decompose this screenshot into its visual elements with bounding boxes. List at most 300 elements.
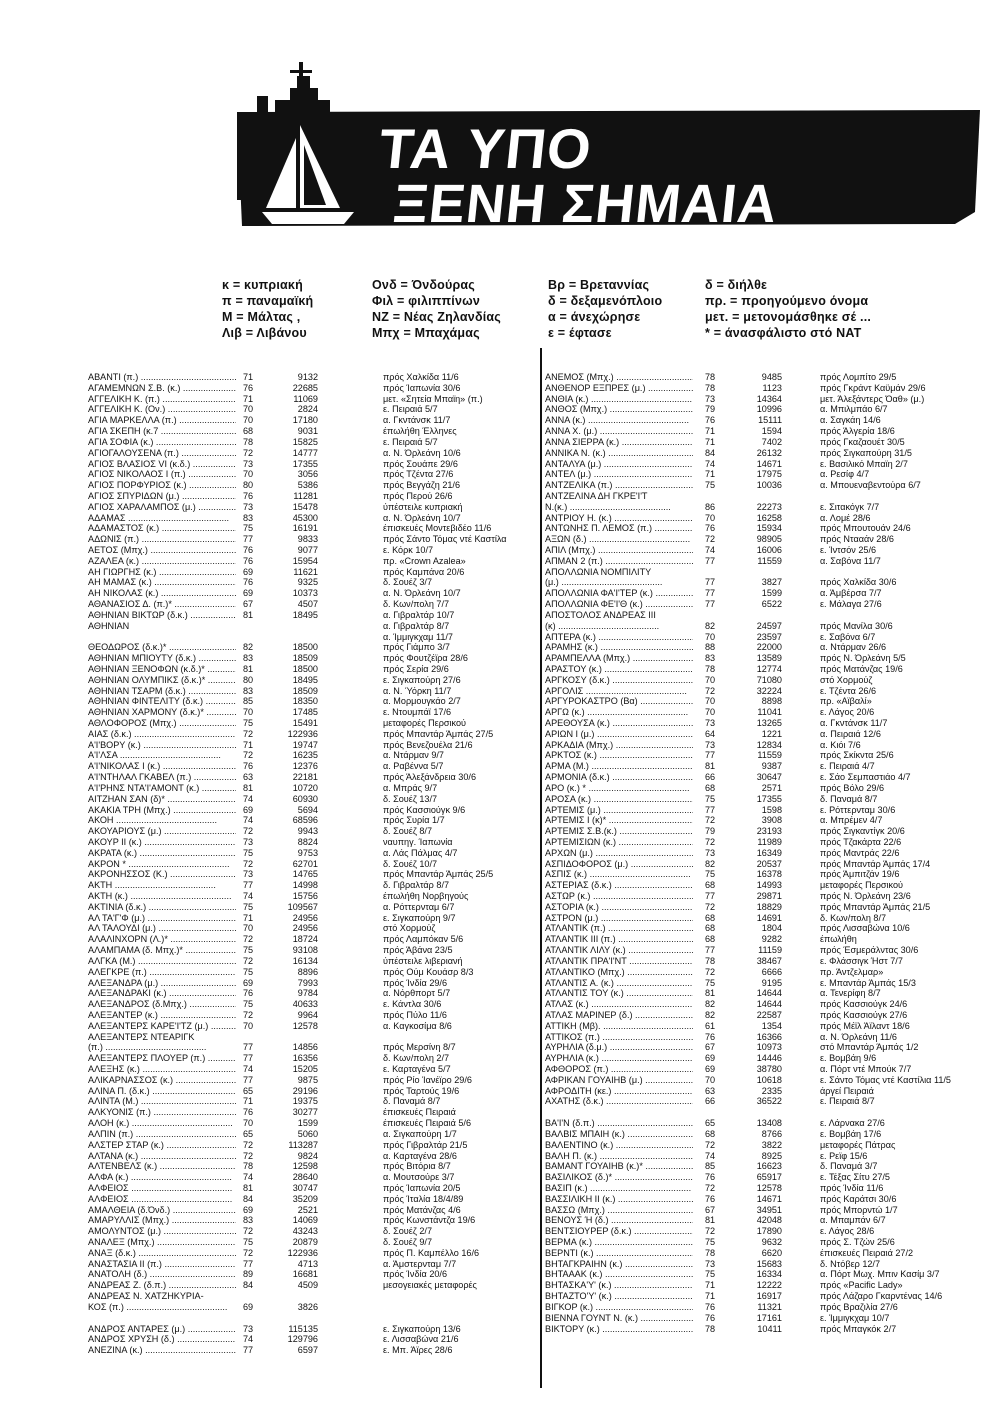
ship-name: ΑΡΧΩΝ (μ.) ..... (545, 848, 693, 859)
ship-status: α. Γιβραλτάρ 10/7 (383, 609, 455, 620)
ship-status: α. Ν. Όρλεάνη 10/6 (383, 447, 461, 458)
legend-item: δ = δεξαμενόπλοιο (548, 294, 663, 308)
gross-tonnage: 12774 (756, 663, 782, 674)
ship-name: ΑΣΠΙΔΟΦΟΡΟΣ (μ.) ..... (545, 859, 693, 870)
build-year: 72 (243, 1226, 254, 1237)
ship-row (545, 913, 1000, 924)
build-year: 76 (705, 1193, 716, 1204)
ship-status: α. Τενερίφη 8/7 (820, 988, 881, 999)
ship-name: ΑΓΙΟΣ ΧΑΡΑΛΑΜΠΟΣ (μ.) ..... (88, 502, 236, 513)
ship-row (88, 686, 543, 697)
ship-row (545, 1313, 1000, 1324)
ship-row (88, 1096, 543, 1107)
ship-list-left (88, 372, 543, 1356)
ship-row (88, 404, 543, 415)
ship-row (88, 805, 543, 816)
ship-row (545, 837, 1000, 848)
ship-row (545, 1291, 1000, 1302)
gross-tonnage: 45300 (292, 512, 318, 523)
ship-name: ΑΣΤΡΟΝ (μ.) ..... (545, 913, 693, 924)
gross-tonnage: 38780 (756, 1064, 782, 1074)
gross-tonnage: 11559 (757, 750, 782, 761)
gross-tonnage: 42048 (756, 1215, 782, 1226)
ship-status: ε. Σιγκαπούρη 27/6 (383, 674, 461, 685)
ship-row (88, 415, 543, 426)
ship-row (88, 750, 543, 761)
ship-status: πρός Γιάμπο 3/7 (383, 642, 450, 653)
ship-name: ΑΕΤΟΣ (Μπχ.) ..... (88, 545, 236, 556)
ship-name: ΑΤΤΙΚΗ (Μβ). ..... (545, 1021, 693, 1032)
build-year: 68 (705, 923, 716, 934)
ship-row (88, 729, 543, 740)
ship-status: ε. Λάρνακα 27/6 (820, 1118, 885, 1129)
ship-row (545, 815, 1000, 826)
ship-status: πρός Ν. Όρλεάνη 5/5 (820, 653, 906, 664)
ship-name: ΑΝΑΛΕΞ (Μπχ.) ..... (88, 1237, 236, 1248)
ship-name: ΒΑΣΙΛΙΚΟΣ (δ.)* ..... (545, 1172, 693, 1183)
build-year: 84 (243, 1280, 254, 1291)
gross-tonnage: 17161 (756, 1312, 782, 1323)
gross-tonnage: 15205 (292, 1064, 318, 1074)
build-year: 76 (705, 1312, 716, 1323)
gross-tonnage: 16006 (756, 545, 782, 555)
ship-status: μετ. Άλεξάντερς Όαθ» (μ.) (820, 393, 925, 404)
ship-row (88, 934, 543, 945)
build-year: 74 (243, 815, 254, 826)
ship-name: ΑΛΕΞΑΝΤΕΡΣ ΠΛΟΥΕΡ (π.) ..... (88, 1053, 236, 1064)
build-year: 82 (705, 1009, 716, 1020)
build-year: 68 (243, 426, 254, 437)
ship-row (545, 696, 1000, 707)
ship-name: ΑΡΙΩΝ Ι (μ.) ..... (545, 729, 693, 740)
build-year: 70 (243, 1118, 254, 1129)
ship-name: ΒΗΤΑΓΚΡΑΙΗΝ (κ.) ..... (545, 1259, 693, 1270)
ship-status: ε. Ίντσόν 25/6 (820, 545, 877, 555)
ship-status: πρός Ίαπωνία 30/6 (383, 382, 461, 393)
ship-row (88, 599, 543, 610)
ship-status: α. Ν. Όρλεάνη 10/7 (383, 588, 461, 599)
gross-tonnage: 17890 (756, 1226, 782, 1237)
ship-row (88, 1021, 543, 1032)
build-year: 75 (243, 945, 254, 956)
ship-row (545, 956, 1000, 967)
ship-row (545, 675, 1000, 686)
gross-tonnage: 29196 (292, 1085, 318, 1096)
build-year: 77 (705, 945, 716, 956)
ship-row (88, 1151, 543, 1162)
ship-status: άργεί Πειραιά (820, 1085, 874, 1096)
ship-row (545, 1324, 1000, 1335)
gross-tonnage: 15111 (758, 415, 782, 426)
ship-row (88, 988, 543, 999)
gross-tonnage: 22587 (756, 1009, 782, 1020)
build-year: 76 (705, 523, 716, 534)
gross-tonnage: 10411 (757, 1323, 782, 1334)
ship-row (545, 999, 1000, 1010)
gross-tonnage: 9132 (297, 372, 318, 382)
ship-row (88, 534, 543, 545)
build-year: 68 (705, 782, 716, 793)
ship-name: ΑΚΟΥΡ ΙΙ (κ.) ..... (88, 837, 236, 848)
gross-tonnage: 3822 (761, 1139, 782, 1150)
ship-status: πρός Λάζαρο Γκαρντένας 14/6 (820, 1291, 943, 1302)
ship-row (88, 1226, 543, 1237)
ship-row (88, 1107, 543, 1118)
ship-row (545, 642, 1000, 653)
legend-item: Ονδ = Όνδούρας (372, 278, 475, 292)
build-year: 72 (243, 1139, 254, 1150)
ship-name: ΑΔΑΜΑΣ ..... (88, 513, 236, 524)
ship-name: ΑΛΕΞΑΝΤΕΡΣ ΝΤΕΑΡΙΓΚ (88, 1031, 195, 1042)
ship-row (545, 567, 1000, 578)
ship-status: α. Μουτσούρε 3/7 (383, 1172, 455, 1183)
build-year: 77 (705, 750, 716, 761)
build-year: 77 (243, 534, 254, 545)
ship-name: ΑΛΕΞΑΝΔΡΑ (μ.) ..... (88, 978, 236, 989)
ship-name: ΑΡΚΤΟΣ (κ.) ..... (545, 750, 693, 761)
build-year: 76 (705, 1172, 716, 1183)
ship-status: ε. Σιτακόγκ 7/7 (820, 501, 880, 512)
gross-tonnage: 2521 (297, 1204, 318, 1215)
build-year: 65 (705, 1118, 716, 1129)
build-year: 73 (243, 501, 254, 512)
build-year: 78 (243, 1161, 254, 1172)
gross-tonnage: 60930 (292, 793, 318, 804)
ship-status: πρός Μέϊλ Άϊλαντ 18/6 (820, 1020, 910, 1031)
gross-tonnage: 34951 (756, 1204, 782, 1215)
ship-name: ΑΝΤΖΕΛΙΝΑ ΔΗ ΓΚΡΕ'Ι'Τ (545, 490, 648, 501)
build-year: 74 (243, 1172, 254, 1183)
ship-row (545, 513, 1000, 524)
build-year: 76 (705, 1031, 716, 1042)
gross-tonnage: 8898 (761, 696, 782, 707)
ship-status: μετ. «Σητεία Μπαϊη» (π.) (383, 393, 483, 404)
gross-tonnage: 3908 (761, 815, 782, 826)
ship-status: δ. Σουέζ 2/7 (383, 1226, 432, 1237)
build-year: 85 (243, 696, 254, 707)
ship-name: ΑΛΑΜΠΑΜΑ (δ. Μπχ.)* ..... (88, 945, 236, 956)
ship-status: ε. Λάγος 28/6 (820, 1226, 875, 1237)
ship-status: έπωλήθη Έλληνες (383, 426, 457, 437)
gross-tonnage: 10618 (756, 1074, 782, 1085)
ship-name: ΑΤΛΑΝΤΙΚ ΛΙΛΥ (κ.) ..... (545, 945, 693, 956)
ship-status: α. Ραβέννα 5/7 (383, 761, 444, 772)
ship-row (88, 545, 543, 556)
ship-row (88, 1086, 543, 1097)
legend-item: α = άνεχώρησε (548, 310, 641, 324)
gross-tonnage: 1599 (297, 1118, 318, 1129)
ship-row (88, 621, 543, 632)
build-year: 69 (705, 1053, 716, 1064)
gross-tonnage: 1804 (761, 923, 782, 934)
ship-name: ΑΛΟΗ (κ.) ..... (88, 1118, 236, 1129)
gross-tonnage: 38467 (756, 955, 782, 966)
build-year: 75 (243, 1237, 254, 1247)
ship-row (545, 577, 1000, 588)
ship-name: ΑΥΡΗΛΙΑ (δ.μ.) ..... (545, 1042, 693, 1053)
gross-tonnage: 14671 (756, 1193, 782, 1204)
gross-tonnage: 109567 (287, 901, 318, 912)
ship-row (545, 1248, 1000, 1259)
gross-tonnage: 65917 (756, 1172, 782, 1183)
ship-name: ΑΤΤΙΚΟΣ (π.) ..... (545, 1032, 693, 1043)
build-year: 73 (705, 739, 716, 750)
ship-row (88, 913, 543, 924)
ship-status: α. Σαγκάη 14/6 (820, 415, 881, 426)
ship-status: πρός Χαλκίδα 11/6 (383, 372, 459, 382)
build-year: 76 (705, 415, 716, 426)
gross-tonnage: 23597 (756, 631, 782, 642)
ship-name: ΑΙΑΣ (δ.κ.) ..... (88, 729, 236, 740)
ship-status: έπωλήθη Νορβηγούς (383, 891, 469, 901)
build-year: 69 (705, 1064, 716, 1074)
ship-name: ΑΘΗΝΙΑΝ ΤΣΑΡΜ (δ.κ.) ..... (88, 686, 236, 697)
build-year: 82 (705, 620, 716, 631)
build-year: 71 (705, 436, 716, 447)
ship-row (545, 1021, 1000, 1032)
ship-name: ΑΙΤΖΗΑΝ ΣΑΝ (δ)* ..... (88, 794, 236, 805)
ship-name: ΑΚΡΟΝ * ..... (88, 859, 236, 870)
gross-tonnage: 16378 (756, 869, 782, 880)
ship-name: ΒΕΝΟΥΣ Ή (δ.) ..... (545, 1215, 693, 1226)
ship-row (545, 826, 1000, 837)
build-year: 70 (243, 404, 254, 415)
build-year: 73 (243, 1323, 254, 1334)
ship-status: α. Ντάρμαν 26/6 (820, 642, 887, 653)
build-year: 80 (243, 674, 254, 685)
ship-status: πρός Ίαπωνία 20/5 (383, 1182, 461, 1193)
ship-name: ΑΝΘΕΝΟΡ ΕΞΠΡΕΣ (μ.) ..... (545, 383, 693, 394)
ship-list-right (545, 372, 1000, 1334)
ship-row (545, 1129, 1000, 1140)
gross-tonnage: 71080 (756, 674, 782, 685)
ship-status: πρός Γιβραλτάρ 21/5 (383, 1139, 468, 1150)
ship-status: πρός Τζακάρτα 22/6 (820, 836, 902, 847)
build-year: 73 (243, 458, 254, 469)
build-year: 72 (243, 728, 254, 739)
ship-status: ε. Σιγκαπούρη 13/6 (383, 1323, 461, 1334)
build-year: 68 (705, 912, 716, 923)
ship-name: ΑΛΕΞΑΝΤΕΡΣ ΚΑΡΕ'Ι'ΤΖ (μ.) ..... (88, 1021, 236, 1032)
gross-tonnage: 6620 (761, 1247, 782, 1258)
gross-tonnage: 1594 (761, 426, 782, 437)
gross-tonnage: 15478 (292, 501, 318, 512)
ship-row (545, 859, 1000, 870)
ship-row (88, 469, 543, 480)
ship-name: ΑΡΤΕΜΙΣΙΩΝ (κ.) ..... (545, 837, 693, 848)
gross-tonnage: 3827 (761, 577, 782, 588)
ship-row (88, 999, 543, 1010)
ship-name: ΑΚΡΑΤΑ (κ.) ..... (88, 848, 236, 859)
ship-row (545, 1172, 1000, 1183)
gross-tonnage: 16134 (292, 955, 318, 966)
ship-name: ΑΛΙΚΑΡΝΑΣΣΟΣ (κ.) ..... (88, 1075, 236, 1086)
ship-row (88, 437, 543, 448)
gross-tonnage: 12578 (292, 1020, 318, 1031)
gross-tonnage: 9833 (297, 534, 318, 545)
ship-name: ΑΛΤΑΝΑ (κ.) ..... (88, 1151, 236, 1162)
build-year: 77 (243, 880, 254, 891)
ship-status: πρός «Pacific Lady» (820, 1280, 903, 1291)
ship-row (545, 437, 1000, 448)
gross-tonnage: 20879 (292, 1237, 318, 1247)
ship-name: ΑΓΙΟΣ ΝΙΚΟΛΑΟΣ Ι (π.) ..... (88, 469, 236, 480)
gross-tonnage: 12834 (756, 739, 782, 750)
ship-status: πρός Λαμπόκαν 5/6 (383, 934, 464, 945)
ship-name: (μ.) ..... (545, 577, 693, 588)
ship-row (88, 869, 543, 880)
ship-row (88, 1140, 543, 1151)
ship-name: ΑΛ ΤΑ'Γ'Φ (μ.) ..... (88, 913, 236, 924)
build-year: 89 (243, 1269, 254, 1280)
gross-tonnage: 5386 (297, 480, 318, 491)
ship-row (545, 621, 1000, 632)
ship-row (88, 1129, 543, 1140)
ship-status: α. Πόρτ ντέ Μπούκ 7/7 (820, 1064, 912, 1074)
build-year: 84 (705, 447, 716, 458)
ship-name: ΑΝΔΡΟΣ ΑΝΤΑΡΕΣ (μ.) ..... (88, 1324, 236, 1335)
ship-status: πρός Ματάνζας 4/6 (383, 1204, 461, 1215)
gross-tonnage: 17355 (756, 793, 782, 804)
ship-row (545, 848, 1000, 859)
ship-name: ΑΗ ΜΑΜΑΣ (κ.) ..... (88, 577, 236, 588)
build-year: 75 (705, 793, 716, 804)
ship-name: ΑΛΕΞΑΝΤΕΡ (κ.) ..... (88, 1010, 236, 1021)
ship-name: ΑΜΑΡΥΛΛΙΣ (Μπχ.) ..... (88, 1215, 236, 1226)
gross-tonnage: 9824 (297, 1150, 318, 1161)
ship-row (88, 675, 543, 686)
ship-row (545, 805, 1000, 816)
ship-name: ΑΝΤΩΝΗΣ Π. ΛΕΜΟΣ (π.) ..... (545, 523, 693, 534)
ship-name: ΒΕΝΤΣΙΟΥΡΕΡ (δ.κ.) ..... (545, 1226, 693, 1237)
legend-item: π = παναμαϊκή (222, 294, 314, 308)
gross-tonnage: 8824 (297, 836, 318, 847)
ship-name: ΑΝΕΖΙΝΑ (κ.) ..... (88, 1345, 236, 1356)
ship-name: ΒΑΛΕΝΤΙΝΟ (κ.) ..... (545, 1140, 693, 1151)
ship-row (88, 967, 543, 978)
gross-tonnage: 14993 (756, 880, 782, 891)
ship-status: έπισκευές Πειραιά 5/6 (383, 1118, 472, 1129)
ship-name: ΒΑΛΗ Π. (κ.) ..... (545, 1151, 693, 1162)
ship-row (88, 556, 543, 567)
gross-tonnage: 13408 (756, 1118, 782, 1129)
ship-name: ΑΡΤΕΜΙΣ Ι (κ)* ..... (545, 815, 693, 826)
ship-status: δ. Σουέζ 9/7 (383, 1237, 432, 1247)
gross-tonnage: 11159 (758, 945, 782, 956)
build-year: 71 (243, 372, 254, 382)
build-year: 72 (705, 966, 716, 977)
gross-tonnage: 3056 (297, 469, 318, 480)
gross-tonnage: 62701 (292, 858, 318, 869)
ship-row (545, 686, 1000, 697)
gross-tonnage: 12578 (756, 1182, 782, 1193)
ship-status: μεσογειακές μεταφορές (383, 1280, 477, 1291)
gross-tonnage: 129796 (287, 1334, 318, 1345)
build-year: 76 (243, 761, 254, 772)
ship-row (545, 1140, 1000, 1151)
ship-status: α. Πειραιά 12/6 (820, 728, 881, 739)
ship-status: μεταφορές Περσικού (383, 718, 466, 728)
gross-tonnage: 68596 (292, 815, 318, 826)
build-year: 70 (243, 923, 254, 934)
build-year: 69 (243, 588, 254, 599)
ship-name: ΑΤΛΑΝΤΙΣ Α. (κ.) ..... (545, 978, 693, 989)
ship-name: ΑΓΓΕΛΙΚΗ Κ. (Ον.) ..... (88, 404, 236, 415)
gross-tonnage: 15825 (292, 436, 318, 447)
ship-name: ΑΘΗΝΙΑΝ ΧΑΡΜΟΝΥ (δ.κ.)* ..... (88, 707, 236, 718)
gross-tonnage: 13265 (756, 718, 782, 728)
build-year: 85 (705, 1161, 716, 1172)
legend-item: Μ = Μάλτας , (222, 310, 301, 324)
build-year: 72 (705, 901, 716, 912)
ship-row (88, 1259, 543, 1270)
ship-name: ΑΓΙΑ ΣΚΕΠΗ (κ.7 ..... (88, 426, 236, 437)
ship-status: δ. Παναμά 3/7 (820, 1161, 878, 1172)
ship-status: ε. Βομβάη 9/6 (820, 1053, 877, 1064)
ship-row (545, 1280, 1000, 1291)
build-year: 75 (705, 1269, 716, 1280)
ship-name: ΑΣΤΟΡΙΑ (κ.) ..... (545, 902, 693, 913)
ship-name: ΑΘΗΝΙΑΝ ΞΕΝΟΦΩΝ (κ.δ.)* ..... (88, 664, 236, 675)
ship-row (88, 1302, 543, 1313)
gross-tonnage: 9031 (297, 426, 318, 437)
ship-name: ΑΚΤΗ (κ.) ..... (88, 891, 236, 902)
ship-row (545, 1226, 1000, 1237)
ship-status: πρός Σιγκαντίγκ 20/6 (820, 826, 905, 837)
ship-name: (π.) ..... (88, 1042, 236, 1053)
build-year: 73 (243, 836, 254, 847)
ship-row (545, 383, 1000, 394)
ship-status: ε. Κόρκ 10/7 (383, 545, 434, 555)
build-year: 83 (243, 1215, 254, 1226)
legend-item: κ = κυπριακή (222, 278, 303, 292)
gross-tonnage: 32224 (756, 685, 782, 696)
ship-status: ε. Πειραιά 5/7 (383, 404, 438, 415)
ship-status: ε. Πειραιά 8/7 (820, 1096, 875, 1107)
build-year: 68 (705, 880, 716, 891)
gross-tonnage: 11041 (757, 707, 782, 718)
gross-tonnage: 14765 (292, 869, 318, 880)
ship-status: ε. Σάο Σεμπαστιάο 4/7 (820, 772, 911, 783)
ship-row (88, 772, 543, 783)
build-year: 72 (243, 826, 254, 837)
gross-tonnage: 14998 (292, 880, 318, 891)
build-year: 83 (243, 685, 254, 696)
gross-tonnage: 30647 (756, 772, 782, 783)
ship-status: δ. Σουέζ 13/7 (383, 793, 438, 804)
ship-name: ΑΗ ΝΙΚΟΛΑΣ (κ.) ..... (88, 588, 236, 599)
build-year: 74 (243, 1064, 254, 1074)
ship-mast (299, 62, 303, 88)
ship-row (545, 632, 1000, 643)
gross-tonnage: 12222 (756, 1280, 782, 1291)
ship-row (88, 1280, 543, 1291)
legend-item: Βρ = Βρεταννίας (548, 278, 650, 292)
ship-name: ΑΝΘΟΣ (Μπχ.) ..... (545, 404, 693, 415)
build-year: 81 (705, 1215, 716, 1226)
gross-tonnage: 1221 (761, 728, 782, 739)
ship-status: πρός Λισσαβώνα 10/6 (820, 923, 910, 934)
ship-name: Ν.(κ.) ..... (545, 502, 693, 513)
gross-tonnage: 12598 (292, 1161, 318, 1172)
gross-tonnage: 4507 (297, 599, 318, 610)
ship-row (88, 891, 543, 902)
gross-tonnage: 30747 (292, 1182, 318, 1193)
ship-status: α. Ίμμιγκχαμ 11/7 (383, 631, 453, 642)
ship-name: ΑΘΗΝΙΑΝ (88, 620, 130, 631)
ship-status: πρός Ντααάν 28/6 (820, 534, 894, 545)
ship-status: πρός Σκίκντα 25/6 (820, 750, 894, 761)
